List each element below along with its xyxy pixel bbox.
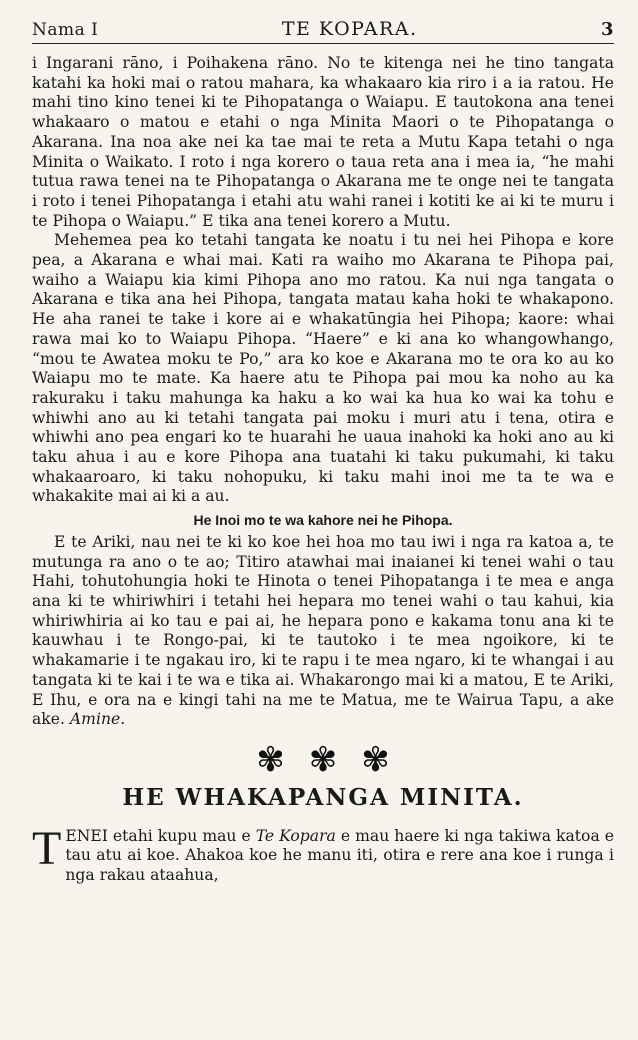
page	[32, 18, 614, 901]
paragraph-2: Mehemea pea ko tetahi tangata ke noatu i tu nei hei Pihopa e kore pea, a Akarana e whai mai. Kati ra waiho mo Akarana te Pihopa pai, waiho a Waiapu kia kimi Pihopa ano mo ratou. Ka nui nga tangata o Akarana e tika ana hei Pihopa, tangata matau kaha hoki te whakapono. He aha ranei te take i kore ai e whakatūngia hei Pihopa; kaore: whai rawa mai ko to Waiapu Pihopa. “Haere” e ki ana ko whangowhango, “mou te Awatea moku te Po,” ara ko koe e Akarana mo te ora ko au ko Waiapu mo te mate. Ka haere atu te Pihopa pai mou ka noho au ka rakuraku i taku mahunga ka haku a ko wai ka hua ko wai ka tohu e whiwhi ano au ki tetahi tangata pai moku i muri atu i tena, otira e whiwhi ano pea engari ko te huarahi he uaua inahoki ka hoki ano au ki taku ahua i au e kore Pihopa ana tuatahi ki taku pukumahi, ki taku whakaaroaro, ki taku nohopuku, ki taku mahi inoi me ta te wa e whakakite mai ai ki a au.	[32, 231, 614, 506]
prayer-body: E te Ariki, nau nei te ki ko koe hei hoa mo tau iwi i nga ra katoa a, te mutunga ra ano o te ao; Titiro atawhai mai inaianei ki tenei wahi o tau Hahi, tohutohungia hoki te Hinota o tenei Pihopatanga i te mea e anga ana ki te whiriwhiri i tetahi hei hepara mo tenei wahi o tau kahui, kia whiriwhiria ai ko tau e pai ai, he hepara pono e kakama tonu ana ki te kauwhau i te Rongo-pai, ki te tautoko i te mea ngoikore, ki te whakamarie i te ngakau iro, ki te rapu i te mea ngaro, ki te whangai i au tangata ki te kai i te wa e tika ai. Whakarongo mai ki a matou, E te Ariki, E Ihu, e ora na e kingi tahi na me te Matua, me te Wairua Tapu, a ake ake.	[32, 532, 614, 729]
amen: Amine.	[69, 710, 126, 729]
drop-cap: T	[32, 821, 62, 875]
flower-ornament-icon: ✾	[361, 739, 390, 780]
section-title: HE WHAKAPANGA MINITA.	[122, 783, 524, 811]
flower-ornament-icon: ✾	[308, 739, 338, 780]
section-paragraph	[32, 821, 614, 886]
ornament-row	[32, 740, 614, 780]
prayer-heading: He Inoi mo te wa kahore nei he Pihopa.	[193, 512, 453, 529]
paragraph-1: i Ingarani rāno, i Poihakena rāno. No te kitenga nei he tino tangata katahi ka hoki mai o ratou mahara, ka whakaaro kia riro i a ia ratou. He mahi tino kino tenei ki te Pihopatanga o Waiapu. E tautokona ana tenei whakaaro o matou e etahi o nga Minita Maori o te Pihopatanga o Akarana. Ina noa ake nei ka tae mai te reta a Mutu Kapa tetahi o nga Minita o Waikato. I roto i nga korero o taua reta ana i mea ia, “he mahi tutua rawa tenei na te Pihopatanga o Akarana me te onge nei te tangata i roto i tenei Pihopatanga i etahi atu wahi ranei i kotiti ke ai ki te muru i te Pihopa o Waiapu.” E tika ana tenei korero a Mutu.	[32, 54, 614, 230]
flower-ornament-icon: ✾	[256, 739, 285, 780]
section-text-start: ENEI etahi kupu mau e	[65, 826, 256, 845]
prayer-text	[32, 533, 614, 730]
header-left: Nama I	[32, 20, 99, 40]
article-body	[32, 54, 614, 730]
section-text-rest: e mau haere ki nga takiwa katoa e tau atu ai koe. Ahakoa koe he manu iti, otira e rere ana koe i runga i nga rakau ataahua,	[65, 826, 614, 884]
page-number: 3	[600, 19, 614, 40]
running-head	[32, 18, 614, 44]
header-title: TE KOPARA.	[281, 18, 418, 40]
publication-name: Te Kopara	[255, 826, 336, 845]
